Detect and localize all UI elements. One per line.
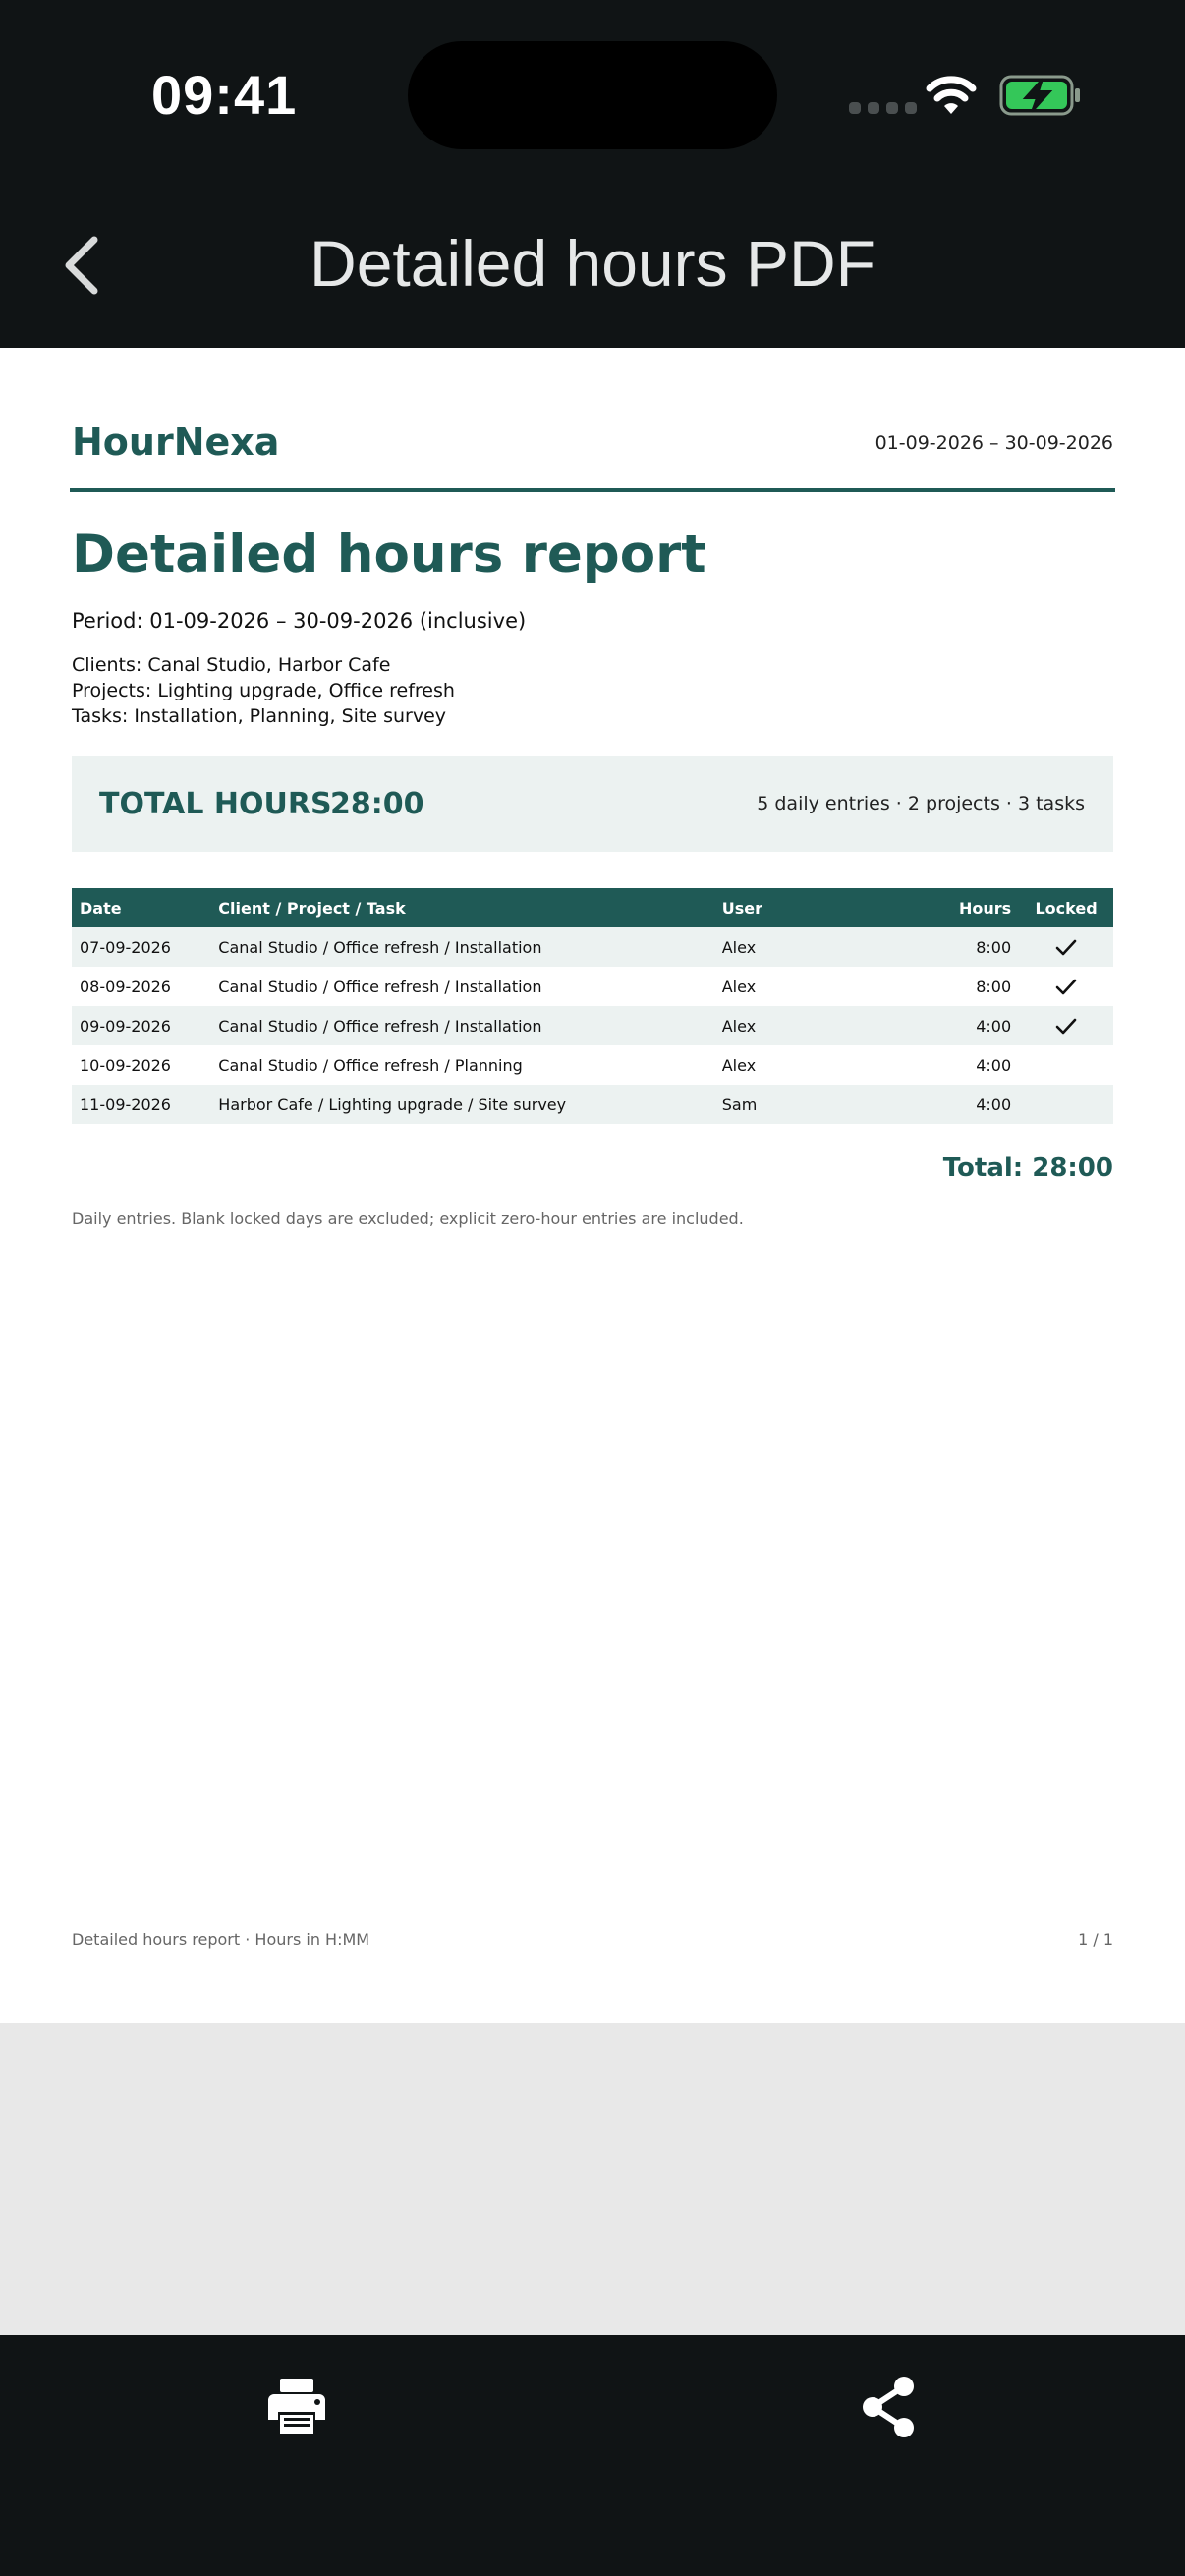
cell-locked [1019, 1085, 1113, 1124]
table-header-row [72, 888, 1113, 927]
column-header-hours: Hours [906, 888, 1020, 927]
cell-hours: 4:00 [906, 1085, 1020, 1124]
checkmark-icon [1055, 979, 1077, 996]
grand-total: Total: 28:00 [942, 1153, 1113, 1183]
checkmark-icon [1055, 1018, 1077, 1036]
status-time: 09:41 [151, 64, 298, 126]
cell-user: Alex [714, 1006, 906, 1045]
page-number: 1 / 1 [1078, 1931, 1113, 1949]
viewer-background [0, 2023, 1185, 2335]
column-header-client-project-task: Client / Project / Task [210, 888, 713, 927]
share-button[interactable] [849, 2368, 928, 2446]
report-period: Period: 01-09-2026 – 30-09-2026 (inclusive) [72, 609, 527, 633]
table-row [72, 1045, 1113, 1085]
cell-locked [1019, 1045, 1113, 1085]
report-heading: Detailed hours report [72, 525, 706, 585]
cell-user: Alex [714, 927, 906, 967]
cell-hours: 8:00 [906, 927, 1020, 967]
report-filters [72, 652, 455, 729]
brand-name: HourNexa [72, 420, 280, 464]
dynamic-island [408, 41, 777, 149]
total-summary: 5 daily entries · 2 projects · 3 tasks [757, 793, 1085, 814]
cell-date: 10-09-2026 [72, 1045, 210, 1085]
cell-locked [1019, 927, 1113, 967]
total-hours-label: TOTAL HOURS [99, 787, 332, 821]
cell-locked [1019, 1006, 1113, 1045]
column-header-locked: Locked [1019, 888, 1113, 927]
bottom-toolbar [0, 2335, 1185, 2576]
filter-clients: Clients: Canal Studio, Harbor Cafe [72, 654, 391, 676]
header-divider [70, 488, 1115, 492]
cell-date: 11-09-2026 [72, 1085, 210, 1124]
cell-hours: 4:00 [906, 1045, 1020, 1085]
page-title: Detailed hours PDF [310, 227, 875, 300]
cell-date: 07-09-2026 [72, 927, 210, 967]
cell-date: 08-09-2026 [72, 967, 210, 1006]
cell-client-project-task: Canal Studio / Office refresh / Installation [210, 927, 713, 967]
checkmark-icon [1055, 939, 1077, 957]
cell-client-project-task: Canal Studio / Office refresh / Installation [210, 967, 713, 1006]
cell-hours: 4:00 [906, 1006, 1020, 1045]
report-date-range: 01-09-2026 – 30-09-2026 [875, 432, 1113, 454]
cell-locked [1019, 967, 1113, 1006]
filter-tasks: Tasks: Installation, Planning, Site survey [72, 705, 447, 727]
cell-user: Sam [714, 1085, 906, 1124]
print-button[interactable] [257, 2372, 336, 2440]
printer-icon [266, 2377, 327, 2436]
total-hours-box [72, 756, 1113, 852]
table-row [72, 1085, 1113, 1124]
cell-client-project-task: Canal Studio / Office refresh / Installation [210, 1006, 713, 1045]
cell-client-project-task: Canal Studio / Office refresh / Planning [210, 1045, 713, 1085]
column-header-user: User [714, 888, 906, 927]
hours-table [72, 888, 1113, 1124]
cellular-signal-icon [849, 102, 917, 114]
cell-user: Alex [714, 1045, 906, 1085]
table-row [72, 967, 1113, 1006]
pdf-page [0, 348, 1185, 2023]
share-icon [859, 2375, 918, 2439]
table-row [72, 927, 1113, 967]
battery-charging-icon [999, 75, 1082, 116]
total-hours-value: 28:00 [330, 787, 424, 821]
report-note: Daily entries. Blank locked days are excluded; explicit zero-hour entries are included. [72, 1209, 744, 1228]
column-header-date: Date [72, 888, 210, 927]
cell-date: 09-09-2026 [72, 1006, 210, 1045]
status-bar [0, 0, 1185, 187]
wifi-icon [925, 75, 978, 116]
cell-client-project-task: Harbor Cafe / Lighting upgrade / Site survey [210, 1085, 713, 1124]
filter-projects: Projects: Lighting upgrade, Office refresh [72, 680, 455, 701]
cell-user: Alex [714, 967, 906, 1006]
cell-hours: 8:00 [906, 967, 1020, 1006]
table-row [72, 1006, 1113, 1045]
page-footer-title: Detailed hours report · Hours in H:MM [72, 1931, 370, 1949]
